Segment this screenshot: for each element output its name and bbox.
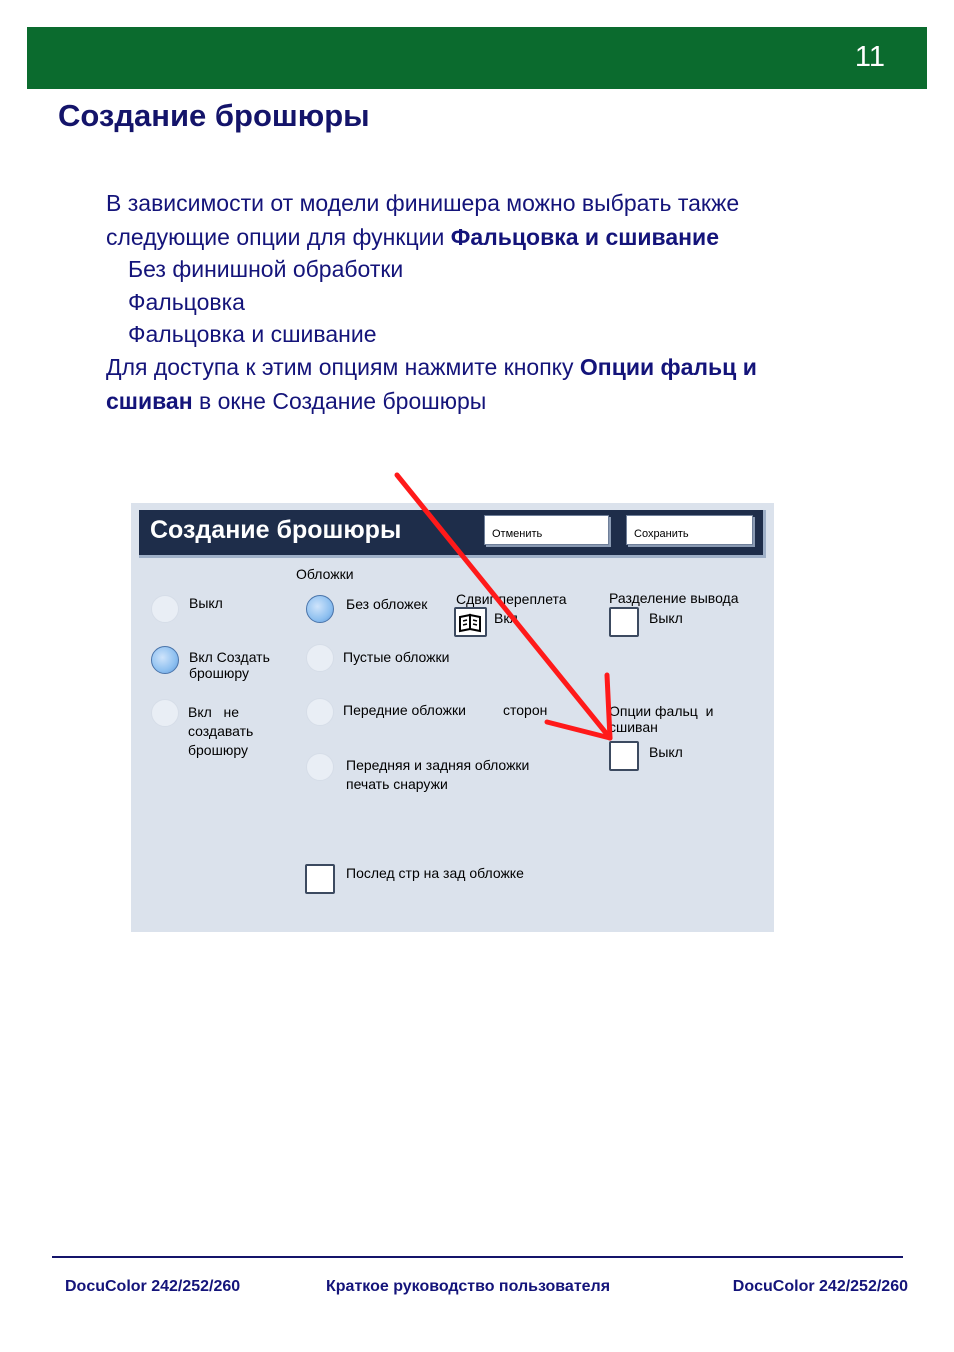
output-split-value: Выкл xyxy=(649,610,683,626)
footer-rule xyxy=(52,1256,903,1258)
page-title: Создание брошюры xyxy=(58,98,370,133)
footer-left: DocuColor 242/252/260 xyxy=(65,1278,241,1295)
screen-title: Создание брошюры xyxy=(150,516,402,544)
front-covers-label: Передние обложки xyxy=(343,702,466,718)
option-item: Без финишной обработки xyxy=(128,256,404,282)
blank-covers-label: Пустые обложки xyxy=(343,649,450,665)
fold-options-label: Опции фальц и сшиван xyxy=(609,703,714,735)
option-item: Фальцовка xyxy=(128,289,245,315)
access-bold-1: Опции фальц и xyxy=(579,354,757,380)
sides-label: сторон xyxy=(503,702,548,718)
output-split-label: Разделение вывода xyxy=(609,590,739,606)
footer-center: Краткое руководство пользователя xyxy=(326,1278,611,1295)
covers-heading: Обложки xyxy=(296,566,354,582)
intro-line-2-bold: Фальцовка и сшивание xyxy=(450,224,719,250)
intro-line-2-text: следующие опции для функции xyxy=(106,224,451,250)
access-bold-2: сшиван xyxy=(106,388,193,414)
intro-line-1: В зависимости от модели финишера можно выбрать также xyxy=(106,190,740,216)
off-label: Выкл xyxy=(189,595,223,611)
save-button[interactable]: Сохранить xyxy=(626,515,753,545)
binding-shift-label: Сдвиг переплета xyxy=(456,591,567,607)
option-item: Фальцовка и сшивание xyxy=(128,321,377,347)
page-number: 11 xyxy=(854,41,885,73)
front-back-covers-label: Передняя и задняя обложки печать снаружи xyxy=(346,757,530,792)
cancel-button[interactable]: Отменить xyxy=(484,515,609,545)
access-suffix: в окне Создание брошюры xyxy=(192,388,487,414)
no-booklet-label: Вкл не создавать брошюру xyxy=(188,704,254,758)
last-page-label: Послед стр на зад обложке xyxy=(346,865,524,881)
no-covers-label: Без обложек xyxy=(346,596,428,612)
fold-options-value: Выкл xyxy=(649,744,683,760)
access-text: Для доступа к этим опциям нажмите кнопку xyxy=(106,354,580,380)
footer-right: DocuColor 242/252/260 xyxy=(732,1278,908,1295)
create-booklet-label: Вкл Создать брошюру xyxy=(189,649,270,681)
binding-shift-value: Вкл xyxy=(494,610,518,626)
